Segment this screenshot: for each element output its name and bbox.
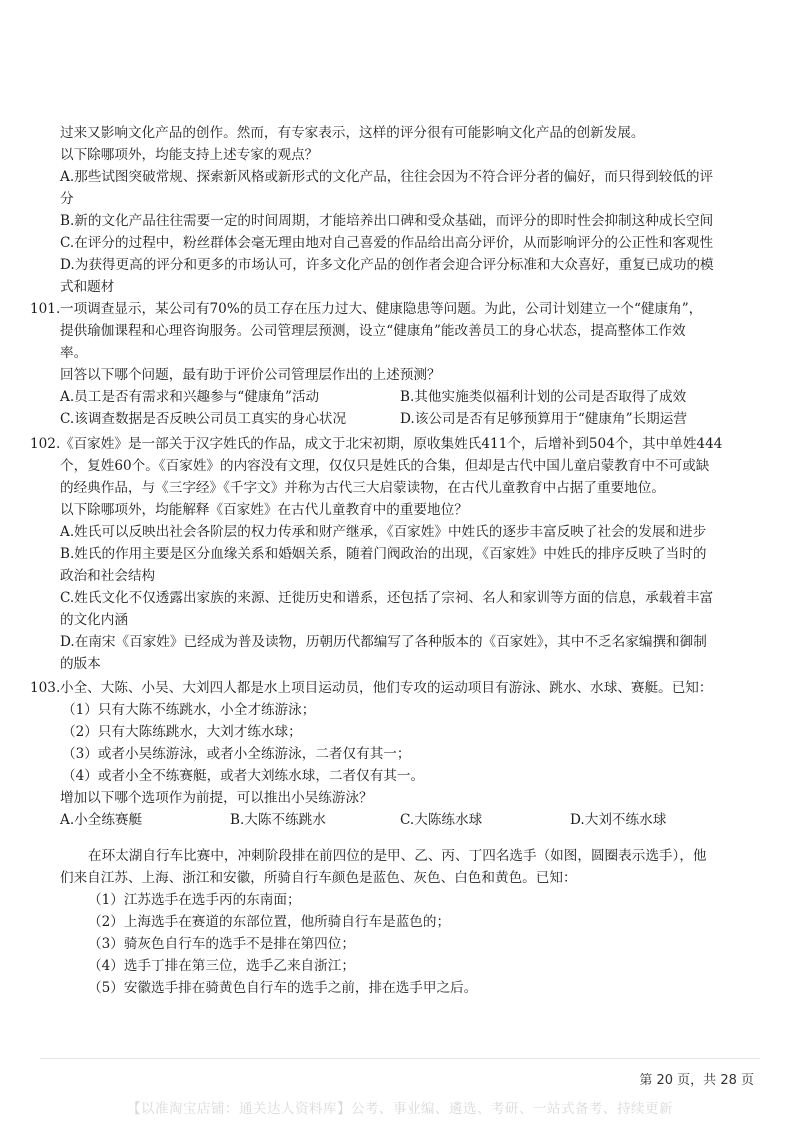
option-a: A.小全练赛艇 xyxy=(60,812,143,828)
option-c: C.大陈练水球 xyxy=(400,812,483,828)
question-stem: 回答以下哪个问题，最有助于评价公司管理层作出的上述预测？ xyxy=(60,367,441,383)
passage-text: 们来自江苏、上海、浙江和安徽，所骑自行车颜色是蓝色、灰色、白色和黄色。已知： xyxy=(60,870,577,886)
prev-option-b: B.新的文化产品往往需要一定的时间周期，才能培养出口碑和受众基础，而评分的即时性会抑制这种成长空间 xyxy=(60,213,714,229)
passage-condition-2: （2）上海选手在赛道的东部位置，他所骑自行车是蓝色的； xyxy=(88,914,451,930)
prev-option-d-cont: 式和题材 xyxy=(60,279,115,295)
question-text: 的经典作品，与《三字经》《千字文》并称为古代三大启蒙读物，在古代儿童教育中占据了重要地位。 xyxy=(60,480,665,496)
condition-4: （4）或者小全不练赛艇，或者大刘练水球，二者仅有其一。 xyxy=(62,768,425,784)
question-text: 《百家姓》是一部关于汉字姓氏的作品，成文于北宋初期，原收集姓氏411个，后增补到504个，其中单姓444 xyxy=(60,436,723,452)
prev-option-d: D.为获得更高的评分和更多的市场认可，许多文化产品的创作者会迎合评分标准和大众喜好，重复已成功的模 xyxy=(60,257,714,273)
question-number: 102. xyxy=(30,436,61,452)
option-b-cont: 政治和社会结构 xyxy=(60,568,156,584)
prev-option-a-cont: 分 xyxy=(60,191,74,207)
prev-option-a: A.那些试图突破常规、探索新风格或新形式的文化产品，往往会因为不符合评分者的偏好，而只得到较低的评 xyxy=(60,169,714,185)
prev-question-text: 过来又影响文化产品的创作。然而，有专家表示，这样的评分很有可能影响文化产品的创新发展。 xyxy=(60,125,645,141)
option-c: C.该调查数据是否反映公司员工真实的身心状况 xyxy=(60,411,347,427)
option-d: D.在南宋《百家姓》已经成为普及读物，历朝历代都编写了各种版本的《百家姓》，其中不乏名家编撰和御制 xyxy=(60,634,707,650)
prev-question xyxy=(60,122,750,298)
option-b: B.其他实施类似福利计划的公司是否取得了成效 xyxy=(400,389,687,405)
option-a: A.姓氏可以反映出社会各阶层的权力传承和财产继承，《百家姓》中姓氏的逐步丰富反映了社会的发展和进步 xyxy=(60,524,707,540)
prev-question-stem: 以下除哪项外，均能支持上述专家的观点？ xyxy=(60,147,319,163)
question-text: 个，复姓60个。《百家姓》的内容没有文理，仅仅只是姓氏的合集，但却是古代中国儿童启蒙教育中不可或缺 xyxy=(60,458,710,474)
passage-condition-5: （5）安徽选手排在骑黄色自行车的选手之前，排在选手甲之后。 xyxy=(88,980,478,996)
condition-1: （1）只有大陈不练跳水，小全才练游泳； xyxy=(62,702,316,718)
question-101 xyxy=(30,298,750,430)
question-stem: 增加以下哪个选项作为前提，可以推出小吴练游泳？ xyxy=(60,790,373,806)
option-c-cont: 的文化内涵 xyxy=(60,612,128,628)
option-d-cont: 的版本 xyxy=(60,656,101,672)
option-b: B.大陈不练跳水 xyxy=(230,812,326,828)
question-text: 小全、大陈、小吴、大刘四人都是水上项目运动员，他们专攻的运动项目有游泳、跳水、水球、赛艇。已知： xyxy=(60,680,713,696)
question-text: 一项调查显示，某公司有70%的员工存在压力过大、健康隐患等问题。为此，公司计划建立一个“健康角”， xyxy=(60,301,703,317)
passage xyxy=(60,845,750,999)
condition-3: （3）或者小吴练游泳，或者小全练游泳，二者仅有其一； xyxy=(62,746,411,762)
question-number: 101. xyxy=(30,301,61,317)
watermark: 【以准淘宝店铺：通关达人资料库】公考、事业编、遴选、考研、一站式备考、持续更新 xyxy=(127,1101,673,1117)
footer-divider xyxy=(40,1058,760,1059)
passage-condition-4: （4）选手丁排在第三位，选手乙来自浙江； xyxy=(88,958,355,974)
passage-condition-1: （1）江苏选手在选手丙的东南面； xyxy=(88,892,301,908)
option-d: D.该公司是否有足够预算用于“健康角”长期运营 xyxy=(400,411,687,427)
option-c: C.姓氏文化不仅透露出家族的来源、迁徙历史和谱系，还包括了宗祠、名人和家训等方面的信息，承载着丰富 xyxy=(60,590,714,606)
page-number: 第 20 页，共 28 页 xyxy=(639,1073,754,1088)
question-stem: 以下除哪项外，均能解释《百家姓》在古代儿童教育中的重要地位？ xyxy=(60,502,468,518)
condition-2: （2）只有大陈练跳水，大刘才练水球； xyxy=(62,724,302,740)
question-number: 103. xyxy=(30,680,61,696)
question-103 xyxy=(30,677,750,831)
prev-option-c: C.在评分的过程中，粉丝群体会毫无理由地对自己喜爱的作品给出高分评价，从而影响评分的公正性和客观性 xyxy=(60,235,714,251)
option-a: A.员工是否有需求和兴趣参与“健康角”活动 xyxy=(60,389,320,405)
option-b: B.姓氏的作用主要是区分血缘关系和婚姻关系，随着门阀政治的出现，《百家姓》中姓氏的排序反映了当时的 xyxy=(60,546,707,562)
question-text: 率。 xyxy=(60,345,88,361)
passage-condition-3: （3）骑灰色自行车的选手不是排在第四位； xyxy=(88,936,355,952)
option-d: D.大刘不练水球 xyxy=(570,812,667,828)
question-102 xyxy=(30,433,750,675)
passage-text: 在环太湖自行车比赛中，冲刺阶段排在前四位的是甲、乙、丙、丁四名选手（如图，圆圈表示选手），他 xyxy=(88,848,707,864)
question-text: 提供瑜伽课程和心理咨询服务。公司管理层预测，设立“健康角”能改善员工的身心状态，提高整体工作效 xyxy=(60,323,686,339)
